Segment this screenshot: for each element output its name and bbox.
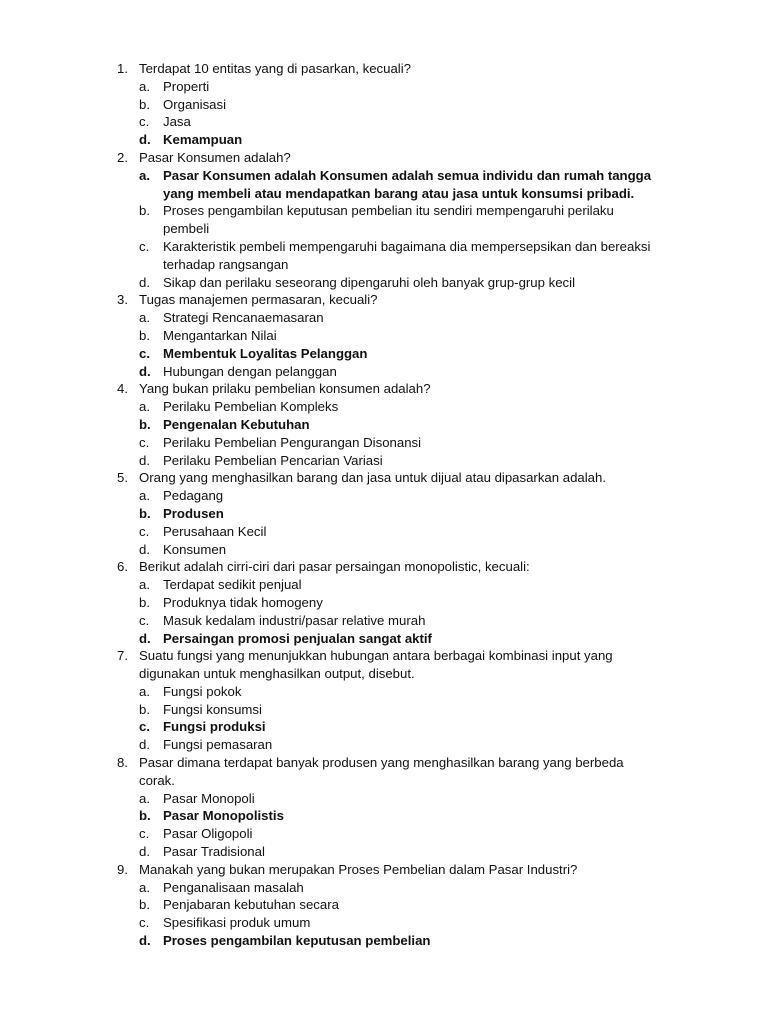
- option-letter: b.: [139, 594, 150, 610]
- option-letter: a.: [139, 78, 150, 94]
- question-line: [0, 754, 768, 790]
- answer-option: [0, 843, 768, 861]
- question-number: 5.: [117, 470, 128, 486]
- option-text: Karakteristik pembeli mempengaruhi bagaimana dia mempersepsikan dan bereaksi terhadap rangsangan: [163, 238, 651, 272]
- answer-option: [0, 612, 768, 630]
- question-text: Manakah yang bukan merupakan Proses Pembelian dalam Pasar Industri?: [139, 861, 578, 877]
- option-text: Proses pengambilan keputusan pembelian: [163, 933, 431, 949]
- answer-option: [0, 790, 768, 808]
- question-line: [0, 60, 768, 78]
- question-item: [0, 754, 768, 861]
- option-letter: c.: [139, 719, 150, 735]
- question-item: [0, 149, 768, 291]
- option-letter: a.: [139, 683, 150, 699]
- answer-option: [0, 896, 768, 914]
- answer-option: [0, 309, 768, 327]
- option-letter: d.: [139, 630, 151, 646]
- option-letter: c.: [139, 612, 150, 628]
- answer-option: [0, 487, 768, 505]
- question-line: [0, 647, 768, 683]
- option-text: Strategi Rencanaemasaran: [163, 310, 324, 326]
- option-letter: b.: [139, 701, 150, 717]
- option-text: Fungsi produksi: [163, 719, 266, 735]
- option-letter: d.: [139, 737, 150, 753]
- option-letter: b.: [139, 96, 150, 112]
- option-text: Pengenalan Kebutuhan: [163, 416, 310, 432]
- question-line: [0, 149, 768, 167]
- option-text: Sikap dan perilaku seseorang dipengaruhi oleh banyak grup-grup kecil: [163, 274, 576, 290]
- option-text: Kemampuan: [163, 132, 243, 148]
- option-text: Perusahaan Kecil: [163, 523, 267, 539]
- option-text: Hubungan dengan pelanggan: [163, 363, 337, 379]
- question-item: [0, 469, 768, 558]
- answer-option: [0, 576, 768, 594]
- option-letter: d.: [139, 452, 150, 468]
- answer-option-correct: [0, 505, 768, 523]
- question-item: [0, 291, 768, 380]
- answer-option: [0, 363, 768, 381]
- option-text: Mengantarkan Nilai: [163, 327, 277, 343]
- question-number: 8.: [117, 755, 128, 771]
- question-number: 7.: [117, 648, 128, 664]
- answer-option-correct: [0, 807, 768, 825]
- question-line: [0, 861, 768, 879]
- question-item: [0, 60, 768, 149]
- option-text: Persaingan promosi penjualan sangat aktif: [163, 630, 432, 646]
- option-letter: c.: [139, 523, 150, 539]
- option-text: Organisasi: [163, 96, 227, 112]
- answer-option: [0, 736, 768, 754]
- option-text: Spesifikasi produk umum: [163, 915, 311, 931]
- answer-option-correct: [0, 932, 768, 950]
- option-text: Pasar Monopolistis: [163, 808, 284, 824]
- option-letter: b.: [139, 505, 151, 521]
- option-letter: b.: [139, 416, 151, 432]
- answer-option-correct: [0, 630, 768, 648]
- question-text: Suatu fungsi yang menunjukkan hubungan antara berbagai kombinasi input yang digunakan untuk menghasilkan output, disebut.: [139, 648, 613, 682]
- question-item: [0, 647, 768, 754]
- question-line: [0, 558, 768, 576]
- option-letter: c.: [139, 826, 150, 842]
- option-text: Properti: [163, 78, 210, 94]
- option-letter: c.: [139, 434, 150, 450]
- answer-option: [0, 78, 768, 96]
- answer-option: [0, 452, 768, 470]
- option-letter: c.: [139, 345, 150, 361]
- option-text: Masuk kedalam industri/pasar relative murah: [163, 612, 426, 628]
- answer-option: [0, 434, 768, 452]
- answer-option: [0, 113, 768, 131]
- question-list: [0, 60, 768, 950]
- answer-option-correct: [0, 416, 768, 434]
- question-text: Pasar dimana terdapat banyak produsen yang menghasilkan barang yang berbeda corak.: [139, 755, 624, 788]
- question-number: 9.: [117, 861, 128, 877]
- question-number: 4.: [117, 381, 128, 397]
- answer-option: [0, 594, 768, 612]
- option-text: Pasar Oligopoli: [163, 826, 253, 842]
- option-letter: d.: [139, 274, 150, 290]
- answer-option: [0, 523, 768, 541]
- option-letter: a.: [139, 790, 150, 806]
- option-text: Fungsi pemasaran: [163, 737, 273, 753]
- option-text: Penjabaran kebutuhan secara: [163, 897, 339, 913]
- answer-option: [0, 683, 768, 701]
- option-letter: d.: [139, 132, 151, 148]
- option-text: Jasa: [163, 114, 191, 130]
- answer-option-correct: [0, 345, 768, 363]
- answer-option: [0, 327, 768, 345]
- option-letter: b.: [139, 327, 150, 343]
- question-item: [0, 380, 768, 469]
- answer-option-correct: [0, 718, 768, 736]
- option-text: Fungsi pokok: [163, 683, 242, 699]
- option-text: Pasar Tradisional: [163, 844, 265, 860]
- answer-option: [0, 238, 768, 274]
- option-text: Pedagang: [163, 488, 224, 504]
- option-text: Pasar Monopoli: [163, 790, 255, 806]
- option-letter: d.: [139, 844, 150, 860]
- option-letter: b.: [139, 897, 150, 913]
- option-text: Pasar Konsumen adalah Konsumen adalah semua individu dan rumah tangga yang membeli atau mendapatkan barang atau jasa untuk konsumsi pribadi.: [163, 167, 652, 201]
- option-text: Produsen: [163, 505, 224, 521]
- option-letter: a.: [139, 310, 150, 326]
- option-text: Fungsi konsumsi: [163, 701, 262, 717]
- option-letter: c.: [139, 238, 150, 254]
- question-text: Pasar Konsumen adalah?: [139, 149, 291, 165]
- answer-option: [0, 96, 768, 114]
- question-line: [0, 469, 768, 487]
- question-line: [0, 291, 768, 309]
- question-item: [0, 558, 768, 647]
- option-letter: a.: [139, 167, 150, 183]
- question-text: Tugas manajemen permasaran, kecuali?: [139, 292, 378, 308]
- option-letter: a.: [139, 879, 150, 895]
- answer-option: [0, 825, 768, 843]
- question-number: 1.: [117, 61, 128, 76]
- option-letter: a.: [139, 399, 150, 415]
- answer-option: [0, 541, 768, 559]
- option-text: Perilaku Pembelian Pengurangan Disonansi: [163, 434, 422, 450]
- option-letter: a.: [139, 488, 150, 504]
- answer-option: [0, 701, 768, 719]
- question-number: 3.: [117, 292, 128, 308]
- option-letter: a.: [139, 577, 150, 593]
- question-item: [0, 861, 768, 950]
- answer-option: [0, 398, 768, 416]
- option-letter: b.: [139, 808, 151, 824]
- answer-option: [0, 914, 768, 932]
- option-text: Proses pengambilan keputusan pembelian itu sendiri mempengaruhi perilaku pembeli: [163, 203, 614, 237]
- option-letter: d.: [139, 541, 150, 557]
- option-text: Penganalisaan masalah: [163, 879, 304, 895]
- answer-option: [0, 274, 768, 292]
- question-text: Berikut adalah cirri-ciri dari pasar persaingan monopolistic, kecuali:: [139, 559, 530, 575]
- answer-option: [0, 879, 768, 897]
- answer-option-correct: [0, 131, 768, 149]
- question-number: 6.: [117, 559, 128, 575]
- question-text: Yang bukan prilaku pembelian konsumen adalah?: [139, 381, 431, 397]
- option-text: Perilaku Pembelian Pencarian Variasi: [163, 452, 383, 468]
- option-text: Perilaku Pembelian Kompleks: [163, 399, 339, 415]
- option-letter: c.: [139, 114, 150, 130]
- answer-option-correct: [0, 167, 768, 203]
- question-text: Terdapat 10 entitas yang di pasarkan, kecuali?: [139, 61, 411, 76]
- option-text: Membentuk Loyalitas Pelanggan: [163, 345, 368, 361]
- question-line: [0, 380, 768, 398]
- option-text: Konsumen: [163, 541, 227, 557]
- option-text: Produknya tidak homogeny: [163, 594, 323, 610]
- question-number: 2.: [117, 149, 128, 165]
- option-letter: c.: [139, 915, 150, 931]
- answer-option: [0, 202, 768, 238]
- question-text: Orang yang menghasilkan barang dan jasa untuk dijual atau dipasarkan adalah.: [139, 470, 607, 486]
- option-text: Terdapat sedikit penjual: [163, 577, 302, 593]
- option-letter: d.: [139, 933, 151, 949]
- option-letter: b.: [139, 203, 150, 219]
- option-letter: d.: [139, 363, 151, 379]
